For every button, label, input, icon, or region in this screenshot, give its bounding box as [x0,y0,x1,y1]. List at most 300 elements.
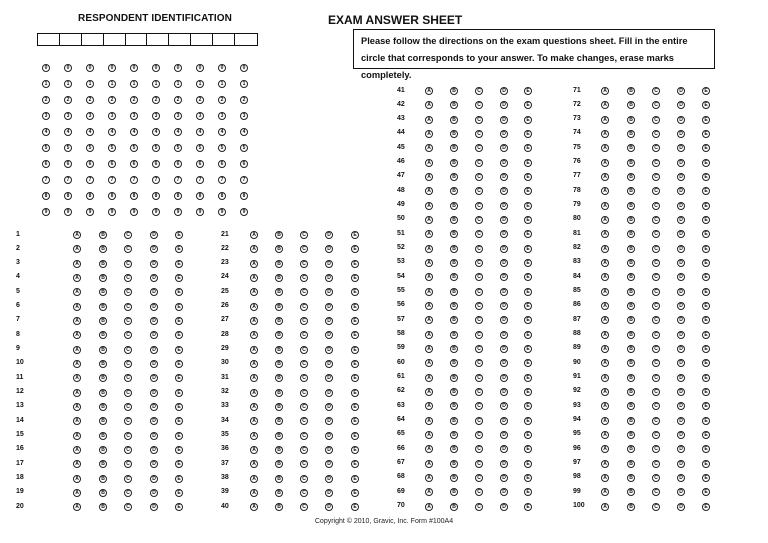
answer-bubble-c[interactable]: C [652,230,660,238]
id-digit-bubble[interactable]: 3 [108,112,116,120]
answer-bubble-e[interactable]: E [175,446,183,454]
answer-bubble-c[interactable]: C [475,445,483,453]
answer-bubble-a[interactable]: A [601,116,609,124]
answer-bubble-e[interactable]: E [351,360,359,368]
answer-bubble-d[interactable]: D [500,101,508,109]
answer-bubble-e[interactable]: E [524,159,532,167]
answer-bubble-b[interactable]: B [627,259,635,267]
answer-bubble-a[interactable]: A [73,288,81,296]
answer-bubble-a[interactable]: A [425,230,433,238]
answer-bubble-d[interactable]: D [500,445,508,453]
answer-bubble-a[interactable]: A [73,245,81,253]
answer-bubble-b[interactable]: B [275,346,283,354]
answer-bubble-e[interactable]: E [175,389,183,397]
answer-bubble-b[interactable]: B [99,374,107,382]
answer-bubble-a[interactable]: A [601,245,609,253]
answer-bubble-a[interactable]: A [601,101,609,109]
id-digit-bubble[interactable]: 0 [86,64,94,72]
answer-bubble-e[interactable]: E [702,259,710,267]
answer-bubble-a[interactable]: A [601,488,609,496]
answer-bubble-a[interactable]: A [250,489,258,497]
answer-bubble-b[interactable]: B [450,388,458,396]
answer-bubble-d[interactable]: D [500,503,508,511]
answer-bubble-a[interactable]: A [73,303,81,311]
answer-bubble-d[interactable]: D [677,187,685,195]
answer-bubble-d[interactable]: D [150,288,158,296]
answer-bubble-d[interactable]: D [150,317,158,325]
answer-bubble-e[interactable]: E [351,260,359,268]
answer-bubble-b[interactable]: B [450,230,458,238]
answer-bubble-b[interactable]: B [450,331,458,339]
id-digit-bubble[interactable]: 4 [130,128,138,136]
answer-bubble-b[interactable]: B [450,245,458,253]
answer-bubble-e[interactable]: E [702,402,710,410]
answer-bubble-c[interactable]: C [300,331,308,339]
answer-bubble-e[interactable]: E [351,231,359,239]
answer-bubble-a[interactable]: A [425,259,433,267]
answer-bubble-c[interactable]: C [300,489,308,497]
id-digit-bubble[interactable]: 4 [152,128,160,136]
answer-bubble-b[interactable]: B [450,488,458,496]
answer-bubble-a[interactable]: A [425,388,433,396]
answer-bubble-b[interactable]: B [99,260,107,268]
answer-bubble-c[interactable]: C [475,116,483,124]
answer-bubble-d[interactable]: D [500,302,508,310]
answer-bubble-a[interactable]: A [425,302,433,310]
answer-bubble-a[interactable]: A [425,417,433,425]
answer-bubble-e[interactable]: E [702,474,710,482]
id-digit-bubble[interactable]: 5 [64,144,72,152]
answer-bubble-d[interactable]: D [500,187,508,195]
answer-bubble-b[interactable]: B [627,302,635,310]
answer-bubble-c[interactable]: C [300,403,308,411]
answer-bubble-b[interactable]: B [99,245,107,253]
answer-bubble-b[interactable]: B [627,101,635,109]
answer-bubble-b[interactable]: B [275,374,283,382]
answer-bubble-e[interactable]: E [702,130,710,138]
answer-bubble-d[interactable]: D [500,316,508,324]
answer-bubble-e[interactable]: E [524,273,532,281]
answer-bubble-b[interactable]: B [627,431,635,439]
answer-bubble-d[interactable]: D [150,489,158,497]
id-digit-bubble[interactable]: 0 [174,64,182,72]
answer-bubble-b[interactable]: B [627,374,635,382]
answer-bubble-a[interactable]: A [250,475,258,483]
answer-bubble-a[interactable]: A [250,503,258,511]
answer-bubble-d[interactable]: D [500,245,508,253]
id-digit-bubble[interactable]: 0 [240,64,248,72]
answer-bubble-d[interactable]: D [500,488,508,496]
answer-bubble-c[interactable]: C [300,245,308,253]
answer-bubble-c[interactable]: C [652,173,660,181]
answer-bubble-d[interactable]: D [325,288,333,296]
answer-bubble-d[interactable]: D [325,260,333,268]
answer-bubble-a[interactable]: A [250,303,258,311]
answer-bubble-d[interactable]: D [500,388,508,396]
id-digit-bubble[interactable]: 5 [86,144,94,152]
id-digit-bubble[interactable]: 2 [86,96,94,104]
id-digit-bubble[interactable]: 2 [130,96,138,104]
answer-bubble-b[interactable]: B [627,130,635,138]
answer-bubble-b[interactable]: B [450,302,458,310]
answer-bubble-b[interactable]: B [450,216,458,224]
answer-bubble-e[interactable]: E [351,446,359,454]
answer-bubble-a[interactable]: A [73,389,81,397]
answer-bubble-e[interactable]: E [175,346,183,354]
answer-bubble-b[interactable]: B [99,288,107,296]
id-digit-bubble[interactable]: 5 [218,144,226,152]
answer-bubble-b[interactable]: B [450,87,458,95]
answer-bubble-e[interactable]: E [351,403,359,411]
answer-bubble-c[interactable]: C [475,259,483,267]
answer-bubble-b[interactable]: B [275,331,283,339]
answer-bubble-e[interactable]: E [524,302,532,310]
id-box[interactable] [104,34,126,45]
id-digit-bubble[interactable]: 5 [240,144,248,152]
answer-bubble-e[interactable]: E [702,187,710,195]
id-digit-bubble[interactable]: 8 [196,192,204,200]
answer-bubble-a[interactable]: A [250,260,258,268]
answer-bubble-d[interactable]: D [150,475,158,483]
answer-bubble-c[interactable]: C [652,374,660,382]
answer-bubble-a[interactable]: A [250,374,258,382]
answer-bubble-d[interactable]: D [150,303,158,311]
answer-bubble-e[interactable]: E [524,503,532,511]
answer-bubble-b[interactable]: B [627,388,635,396]
answer-bubble-b[interactable]: B [627,288,635,296]
answer-bubble-e[interactable]: E [524,316,532,324]
answer-bubble-a[interactable]: A [425,503,433,511]
answer-bubble-a[interactable]: A [73,403,81,411]
answer-bubble-e[interactable]: E [524,173,532,181]
answer-bubble-d[interactable]: D [150,245,158,253]
answer-bubble-c[interactable]: C [300,346,308,354]
answer-bubble-e[interactable]: E [175,288,183,296]
answer-bubble-d[interactable]: D [500,202,508,210]
answer-bubble-d[interactable]: D [677,331,685,339]
answer-bubble-c[interactable]: C [475,374,483,382]
answer-bubble-d[interactable]: D [325,417,333,425]
answer-bubble-d[interactable]: D [677,503,685,511]
answer-bubble-e[interactable]: E [702,202,710,210]
answer-bubble-d[interactable]: D [500,216,508,224]
answer-bubble-c[interactable]: C [124,260,132,268]
id-digit-bubble[interactable]: 6 [130,160,138,168]
answer-bubble-e[interactable]: E [351,475,359,483]
answer-bubble-e[interactable]: E [702,159,710,167]
answer-bubble-c[interactable]: C [475,245,483,253]
answer-bubble-b[interactable]: B [450,316,458,324]
answer-bubble-b[interactable]: B [450,202,458,210]
answer-bubble-c[interactable]: C [475,202,483,210]
answer-bubble-c[interactable]: C [300,360,308,368]
answer-bubble-b[interactable]: B [99,489,107,497]
answer-bubble-b[interactable]: B [450,359,458,367]
answer-bubble-b[interactable]: B [450,130,458,138]
answer-bubble-a[interactable]: A [425,273,433,281]
answer-bubble-e[interactable]: E [524,402,532,410]
answer-bubble-b[interactable]: B [450,417,458,425]
answer-bubble-a[interactable]: A [73,317,81,325]
id-digit-bubble[interactable]: 5 [174,144,182,152]
answer-bubble-e[interactable]: E [524,101,532,109]
id-digit-bubble[interactable]: 1 [196,80,204,88]
answer-bubble-c[interactable]: C [475,316,483,324]
answer-bubble-a[interactable]: A [601,230,609,238]
answer-bubble-b[interactable]: B [99,360,107,368]
answer-bubble-b[interactable]: B [99,446,107,454]
answer-bubble-d[interactable]: D [677,230,685,238]
answer-bubble-c[interactable]: C [652,474,660,482]
answer-bubble-e[interactable]: E [524,431,532,439]
answer-bubble-d[interactable]: D [677,345,685,353]
answer-bubble-b[interactable]: B [450,445,458,453]
answer-bubble-a[interactable]: A [601,273,609,281]
answer-bubble-c[interactable]: C [652,202,660,210]
answer-bubble-d[interactable]: D [500,116,508,124]
answer-bubble-b[interactable]: B [275,489,283,497]
id-digit-bubble[interactable]: 7 [42,176,50,184]
answer-bubble-e[interactable]: E [702,288,710,296]
answer-bubble-b[interactable]: B [450,187,458,195]
answer-bubble-e[interactable]: E [175,331,183,339]
answer-bubble-c[interactable]: C [300,274,308,282]
id-digit-bubble[interactable]: 6 [240,160,248,168]
answer-bubble-b[interactable]: B [627,144,635,152]
answer-bubble-b[interactable]: B [450,173,458,181]
answer-bubble-c[interactable]: C [652,245,660,253]
answer-bubble-c[interactable]: C [475,402,483,410]
answer-bubble-b[interactable]: B [450,474,458,482]
answer-bubble-a[interactable]: A [250,432,258,440]
answer-bubble-c[interactable]: C [300,374,308,382]
answer-bubble-e[interactable]: E [175,360,183,368]
answer-bubble-c[interactable]: C [124,274,132,282]
answer-bubble-a[interactable]: A [601,130,609,138]
answer-bubble-b[interactable]: B [275,245,283,253]
answer-bubble-a[interactable]: A [425,288,433,296]
answer-bubble-e[interactable]: E [351,374,359,382]
answer-bubble-a[interactable]: A [250,403,258,411]
id-digit-bubble[interactable]: 8 [130,192,138,200]
id-digit-bubble[interactable]: 8 [86,192,94,200]
id-digit-bubble[interactable]: 8 [108,192,116,200]
answer-bubble-b[interactable]: B [627,116,635,124]
answer-bubble-d[interactable]: D [150,274,158,282]
answer-bubble-d[interactable]: D [325,317,333,325]
answer-bubble-b[interactable]: B [627,316,635,324]
answer-bubble-c[interactable]: C [475,345,483,353]
answer-bubble-a[interactable]: A [425,173,433,181]
answer-bubble-d[interactable]: D [150,360,158,368]
answer-bubble-c[interactable]: C [300,303,308,311]
answer-bubble-b[interactable]: B [627,445,635,453]
answer-bubble-e[interactable]: E [524,359,532,367]
id-digit-bubble[interactable]: 4 [64,128,72,136]
answer-bubble-b[interactable]: B [450,402,458,410]
answer-bubble-e[interactable]: E [702,331,710,339]
id-digit-bubble[interactable]: 3 [196,112,204,120]
id-digit-bubble[interactable]: 4 [218,128,226,136]
answer-bubble-b[interactable]: B [450,144,458,152]
answer-bubble-c[interactable]: C [652,302,660,310]
answer-bubble-d[interactable]: D [150,403,158,411]
answer-bubble-b[interactable]: B [275,432,283,440]
answer-bubble-b[interactable]: B [627,331,635,339]
answer-bubble-a[interactable]: A [73,475,81,483]
answer-bubble-d[interactable]: D [677,431,685,439]
id-digit-bubble[interactable]: 1 [108,80,116,88]
answer-bubble-a[interactable]: A [601,202,609,210]
answer-bubble-a[interactable]: A [73,460,81,468]
id-digit-bubble[interactable]: 3 [174,112,182,120]
answer-bubble-d[interactable]: D [677,87,685,95]
answer-bubble-c[interactable]: C [300,446,308,454]
answer-bubble-d[interactable]: D [500,273,508,281]
answer-bubble-b[interactable]: B [275,260,283,268]
answer-bubble-c[interactable]: C [475,488,483,496]
answer-bubble-e[interactable]: E [702,144,710,152]
answer-bubble-d[interactable]: D [150,331,158,339]
answer-bubble-c[interactable]: C [652,316,660,324]
answer-bubble-a[interactable]: A [425,488,433,496]
answer-bubble-e[interactable]: E [351,288,359,296]
answer-bubble-b[interactable]: B [450,101,458,109]
answer-bubble-e[interactable]: E [524,187,532,195]
id-digit-bubble[interactable]: 3 [218,112,226,120]
id-digit-bubble[interactable]: 0 [64,64,72,72]
answer-bubble-b[interactable]: B [275,360,283,368]
answer-bubble-d[interactable]: D [150,503,158,511]
answer-bubble-c[interactable]: C [475,101,483,109]
answer-bubble-c[interactable]: C [300,260,308,268]
answer-bubble-c[interactable]: C [652,101,660,109]
id-digit-bubble[interactable]: 8 [218,192,226,200]
answer-bubble-d[interactable]: D [677,316,685,324]
answer-bubble-e[interactable]: E [702,503,710,511]
answer-bubble-e[interactable]: E [702,230,710,238]
answer-bubble-c[interactable]: C [652,445,660,453]
answer-bubble-c[interactable]: C [124,460,132,468]
answer-bubble-d[interactable]: D [500,374,508,382]
answer-bubble-a[interactable]: A [73,489,81,497]
answer-bubble-a[interactable]: A [425,130,433,138]
answer-bubble-e[interactable]: E [175,475,183,483]
answer-bubble-b[interactable]: B [627,402,635,410]
answer-bubble-b[interactable]: B [99,417,107,425]
answer-bubble-e[interactable]: E [524,202,532,210]
id-digit-bubble[interactable]: 0 [196,64,204,72]
answer-bubble-c[interactable]: C [652,130,660,138]
answer-bubble-a[interactable]: A [250,417,258,425]
answer-bubble-a[interactable]: A [601,288,609,296]
answer-bubble-b[interactable]: B [99,303,107,311]
id-digit-bubble[interactable]: 7 [218,176,226,184]
answer-bubble-c[interactable]: C [652,402,660,410]
answer-bubble-e[interactable]: E [524,331,532,339]
answer-bubble-a[interactable]: A [425,202,433,210]
answer-bubble-d[interactable]: D [677,445,685,453]
answer-bubble-a[interactable]: A [601,359,609,367]
answer-bubble-b[interactable]: B [627,474,635,482]
answer-bubble-c[interactable]: C [124,360,132,368]
answer-bubble-a[interactable]: A [250,346,258,354]
answer-bubble-b[interactable]: B [450,345,458,353]
answer-bubble-e[interactable]: E [702,445,710,453]
answer-bubble-b[interactable]: B [275,288,283,296]
answer-bubble-b[interactable]: B [627,503,635,511]
id-digit-bubble[interactable]: 2 [196,96,204,104]
answer-bubble-e[interactable]: E [524,417,532,425]
id-digit-bubble[interactable]: 7 [130,176,138,184]
id-digit-bubble[interactable]: 4 [240,128,248,136]
answer-bubble-a[interactable]: A [73,360,81,368]
answer-bubble-d[interactable]: D [677,259,685,267]
answer-bubble-c[interactable]: C [475,187,483,195]
answer-bubble-d[interactable]: D [677,388,685,396]
answer-bubble-c[interactable]: C [300,460,308,468]
answer-bubble-d[interactable]: D [325,475,333,483]
answer-bubble-b[interactable]: B [450,259,458,267]
answer-bubble-e[interactable]: E [351,503,359,511]
answer-bubble-e[interactable]: E [702,359,710,367]
answer-bubble-a[interactable]: A [250,288,258,296]
answer-bubble-e[interactable]: E [524,87,532,95]
id-digit-bubble[interactable]: 7 [240,176,248,184]
answer-bubble-e[interactable]: E [702,302,710,310]
answer-bubble-c[interactable]: C [475,288,483,296]
answer-bubble-d[interactable]: D [677,130,685,138]
answer-bubble-c[interactable]: C [475,216,483,224]
answer-bubble-d[interactable]: D [500,359,508,367]
answer-bubble-a[interactable]: A [250,360,258,368]
answer-bubble-c[interactable]: C [475,474,483,482]
answer-bubble-b[interactable]: B [450,159,458,167]
answer-bubble-b[interactable]: B [99,317,107,325]
answer-bubble-a[interactable]: A [250,231,258,239]
answer-bubble-e[interactable]: E [524,245,532,253]
id-digit-bubble[interactable]: 8 [152,192,160,200]
id-digit-bubble[interactable]: 9 [240,208,248,216]
id-digit-bubble[interactable]: 6 [108,160,116,168]
answer-bubble-c[interactable]: C [652,144,660,152]
id-digit-bubble[interactable]: 6 [86,160,94,168]
answer-bubble-d[interactable]: D [677,116,685,124]
answer-bubble-d[interactable]: D [677,101,685,109]
answer-bubble-e[interactable]: E [524,388,532,396]
answer-bubble-b[interactable]: B [450,431,458,439]
id-digit-bubble[interactable]: 4 [174,128,182,136]
answer-bubble-d[interactable]: D [500,402,508,410]
answer-bubble-c[interactable]: C [475,159,483,167]
id-digit-bubble[interactable]: 1 [130,80,138,88]
answer-bubble-e[interactable]: E [175,489,183,497]
answer-bubble-a[interactable]: A [425,144,433,152]
answer-bubble-d[interactable]: D [325,274,333,282]
answer-bubble-b[interactable]: B [99,331,107,339]
answer-bubble-c[interactable]: C [300,389,308,397]
answer-bubble-e[interactable]: E [351,489,359,497]
answer-bubble-e[interactable]: E [524,374,532,382]
answer-bubble-d[interactable]: D [150,389,158,397]
answer-bubble-a[interactable]: A [73,374,81,382]
answer-bubble-b[interactable]: B [275,460,283,468]
answer-bubble-e[interactable]: E [351,303,359,311]
id-digit-bubble[interactable]: 5 [130,144,138,152]
answer-bubble-a[interactable]: A [73,346,81,354]
answer-bubble-d[interactable]: D [150,260,158,268]
answer-bubble-d[interactable]: D [150,374,158,382]
